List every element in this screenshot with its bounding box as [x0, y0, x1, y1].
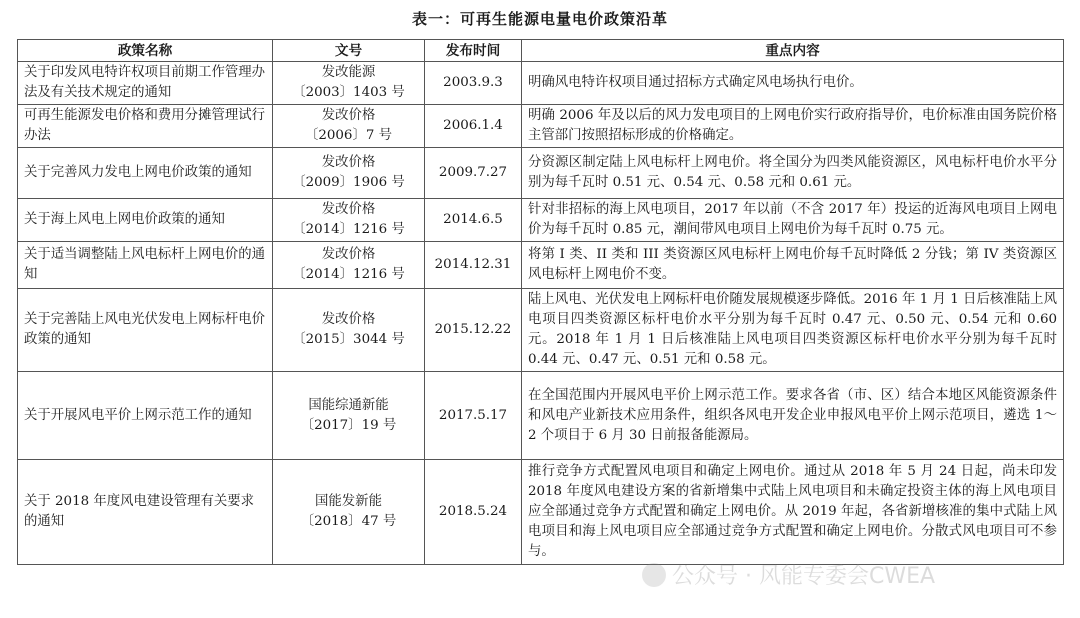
- doc-no-issuer: 发改价格: [321, 108, 376, 123]
- date-cell: 2003.9.3: [425, 62, 522, 105]
- doc-no-issuer: 国能综通新能: [308, 397, 389, 413]
- table-header-row: [18, 40, 1064, 62]
- table-row: [18, 372, 1064, 460]
- doc-no-cell: [273, 199, 425, 242]
- policy-name-cell: 关于 2018 年度风电建设管理有关要求的通知: [18, 460, 273, 565]
- header-content: 重点内容: [522, 40, 1064, 62]
- doc-no-number: 〔2009〕1906 号: [292, 175, 405, 190]
- doc-no-issuer: 发改价格: [321, 312, 376, 327]
- doc-no-issuer: 发改价格: [321, 202, 376, 217]
- doc-no-issuer: 发改能源: [321, 65, 376, 80]
- content-cell: 分资源区制定陆上风电标杆上网电价。将全国分为四类风能资源区，风电标杆电价水平分别为每千瓦时 0.51 元、0.54 元、0.58 元和 0.61 元。: [522, 148, 1064, 199]
- content-cell: 在全国范围内开展风电平价上网示范工作。要求各省（市、区）结合本地区风能资源条件和风电产业新技术应用条件，组织各风电开发企业申报风电平价上网示范项目，遴选 1～2 个项目于 6 月 30 日前报备能源局。: [522, 372, 1064, 460]
- header-policy-name: 政策名称: [18, 40, 273, 62]
- policy-name-cell: 可再生能源发电价格和费用分摊管理试行办法: [18, 105, 273, 148]
- content-cell: 推行竞争方式配置风电项目和确定上网电价。通过从 2018 年 5 月 24 日起，尚未印发 2018 年度风电建设方案的省新增集中式陆上风电项目和未确定投资主体的海上风电项目应全部通过竞争方式配置和确定上网电价。从 2019 年起，各省新增核准的集中式陆上风电项目和海上风电项目应全部通过竞争方式配置和确定上网电价。分散式风电项目可不参与。: [522, 460, 1064, 565]
- date-cell: 2014.6.5: [425, 199, 522, 242]
- doc-no-number: 〔2006〕7 号: [304, 128, 393, 143]
- doc-no-cell: [273, 105, 425, 148]
- policy-name-cell: 关于适当调整陆上风电标杆上网电价的通知: [18, 242, 273, 289]
- table-row: [18, 289, 1064, 372]
- doc-no-issuer: 发改价格: [321, 155, 376, 170]
- policy-name-cell: 关于印发风电特许权项目前期工作管理办法及有关技术规定的通知: [18, 62, 273, 105]
- doc-no-number: 〔2003〕1403 号: [292, 85, 405, 100]
- header-date: 发布时间: [425, 40, 522, 62]
- content-cell: 将第 I 类、II 类和 III 类资源区风电标杆上网电价每千瓦时降低 2 分钱；第 IV 类资源区风电标杆上网电价不变。: [522, 242, 1064, 289]
- table-row: [18, 62, 1064, 105]
- doc-no-number: 〔2018〕47 号: [300, 514, 397, 529]
- date-cell: 2017.5.17: [425, 372, 522, 460]
- content-cell: 针对非招标的海上风电项目，2017 年以前（不含 2017 年）投运的近海风电项目上网电价为每千瓦时 0.85 元，潮间带风电项目上网电价为每千瓦时 0.75 元。: [522, 199, 1064, 242]
- doc-no-number: 〔2014〕1216 号: [292, 267, 405, 282]
- doc-no-cell: [273, 460, 425, 565]
- doc-no-number: 〔2015〕3044 号: [292, 332, 405, 347]
- table-title: 表一：可再生能源电量电价政策沿革: [411, 10, 668, 28]
- watermark-text: 公众号 · 风能专委会CWEA: [672, 564, 936, 589]
- doc-no-issuer: 国能发新能: [315, 494, 382, 509]
- policy-name-cell: 关于开展风电平价上网示范工作的通知: [18, 372, 273, 460]
- table-row: [18, 242, 1064, 289]
- policy-name-cell: 关于完善陆上风电光伏发电上网标杆电价政策的通知: [18, 289, 273, 372]
- date-cell: 2015.12.22: [425, 289, 522, 372]
- content-cell: 陆上风电、光伏发电上网标杆电价随发展规模逐步降低。2016 年 1 月 1 日后核准陆上风电项目四类资源区标杆电价水平分别为每千瓦时 0.47 元、0.50 元、0.54 元和 0.60 元。2018 年 1 月 1 日后核准陆上风电项目四类资源区标杆电价水平分别为每千瓦时 0.44 元、0.47 元、0.51 元和 0.58 元。: [522, 289, 1064, 372]
- policy-name-cell: 关于完善风力发电上网电价政策的通知: [18, 148, 273, 199]
- doc-no-cell: [273, 242, 425, 289]
- wechat-logo-icon: [642, 563, 666, 587]
- table-row: [18, 199, 1064, 242]
- policy-name-cell: 关于海上风电上网电价政策的通知: [18, 199, 273, 242]
- doc-no-cell: [273, 62, 425, 105]
- date-cell: 2014.12.31: [425, 242, 522, 289]
- date-cell: 2006.1.4: [425, 105, 522, 148]
- doc-no-issuer: 发改价格: [321, 247, 376, 262]
- header-doc-no: 文号: [273, 40, 425, 62]
- policy-table: [17, 39, 1064, 565]
- content-cell: 明确 2006 年及以后的风力发电项目的上网电价实行政府指导价，电价标准由国务院价格主管部门按照招标形成的价格确定。: [522, 105, 1064, 148]
- date-cell: 2018.5.24: [425, 460, 522, 565]
- doc-no-number: 〔2014〕1216 号: [292, 222, 405, 237]
- table-row: [18, 148, 1064, 199]
- doc-no-cell: [273, 372, 425, 460]
- date-cell: 2009.7.27: [425, 148, 522, 199]
- doc-no-cell: [273, 289, 425, 372]
- doc-no-cell: [273, 148, 425, 199]
- table-row: [18, 105, 1064, 148]
- content-cell: 明确风电特许权项目通过招标方式确定风电场执行电价。: [522, 62, 1064, 105]
- table-row: [18, 460, 1064, 565]
- doc-no-number: 〔2017〕19 号: [300, 417, 397, 433]
